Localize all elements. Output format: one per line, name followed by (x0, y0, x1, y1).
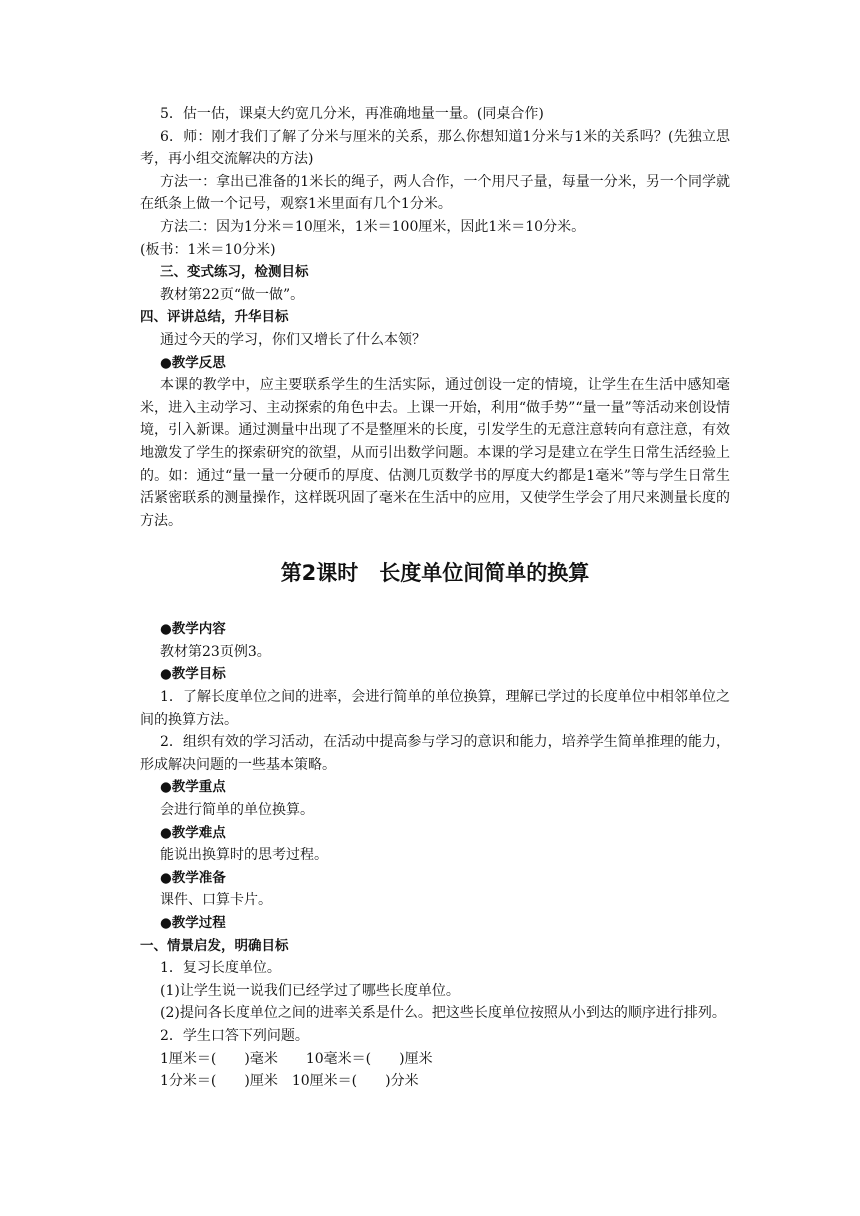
heading-reflection: ●教学反思 (160, 354, 226, 371)
heading-difficulty: ●教学难点 (160, 824, 226, 841)
paragraph-preparation: 课件、口算卡片。 (160, 892, 272, 909)
paragraph-method2: 方法二：因为1分米＝10厘米，1米＝100厘米，因此1米＝10分米。 (160, 218, 586, 235)
paragraph-review-a: (1)让学生说一说我们已经学过了哪些长度单位。 (160, 982, 460, 999)
heading-process: ●教学过程 (160, 915, 226, 931)
paragraph-method1: 方法一：拿出已准备的1米长的绳子，两人合作，一个用尺子量，每量一分米，另一个同学就在纸条上做一个记号，观察1米里面有几个1分米。 (140, 173, 730, 213)
question-line-1: 1厘米＝( )毫米 10毫米＝( )厘米 (160, 1050, 433, 1067)
paragraph-oral-answer: 2．学生口答下列问题。 (160, 1027, 309, 1044)
paragraph-difficulty: 能说出换算时的思考过程。 (160, 847, 328, 864)
paragraph-summary: 通过今天的学习，你们又增长了什么本领？ (160, 331, 426, 348)
heading-summary: 四、评讲总结，升华目标 (140, 309, 289, 326)
paragraph-exercise: 教材第22页“做一做”。 (160, 286, 305, 303)
question-line-2: 1分米＝( )厘米 10厘米＝( )分米 (160, 1073, 419, 1090)
heading-practice: 三、变式练习，检测目标 (160, 264, 309, 281)
paragraph-board-note: (板书：1米＝10分米) (140, 241, 276, 258)
paragraph-step6: 6．师：刚才我们了解了分米与厘米的关系，那么你想知道1分米与1米的关系吗？(先独立思考，再小组交流解决的方法) (140, 128, 730, 168)
paragraph-review-units: 1．复习长度单位。 (160, 960, 281, 977)
paragraph-key-point: 会进行简单的单位换算。 (160, 802, 314, 819)
paragraph-review-b: (2)提问各长度单位之间的进率关系是什么。把这些长度单位按照从小到达的顺序进行排列。 (160, 1005, 726, 1022)
paragraph-content: 教材第23页例3。 (160, 643, 271, 660)
paragraph-step5: 5．估一估，课桌大约宽几分米，再准确地量一量。(同桌合作) (160, 106, 544, 122)
heading-key-point: ●教学重点 (160, 779, 226, 796)
paragraph-reflection: 本课的教学中，应主要联系学生的生活实际，通过创设一定的情境，让学生在生活中感知毫米，进入主动学习、主动探索的角色中去。上课一开始，利用“做手势”“量一量”等活动来创设情境，引入新课。通过测量中出现了不是整厘米的长度，引发学生的无意注意转向有意注意，有效地激发了学生的探索研究的欲望，从而引出数学问题。本课的学习是建立在学生日常生活经验上的。如：通过“量一量一分硬币的厚度、估测几页数学书的厚度大约都是1毫米”等与学生日常生活紧密联系的测量操作，这样既巩固了毫米在生活中的应用，又使学生学会了用尺来测量长度的方法。 (140, 377, 730, 529)
document-page (140, 103, 730, 1093)
heading-goals: ●教学目标 (160, 666, 226, 683)
heading-content: ●教学内容 (160, 621, 226, 638)
lesson-title: 第2课时 长度单位间简单的换算 (280, 561, 590, 586)
paragraph-goal-2: 2．组织有效的学习活动，在活动中提高参与学习的意识和能力，培养学生简单推理的能力，形成解决问题的一些基本策略。 (140, 734, 730, 773)
heading-step-1: 一、情景启发，明确目标 (140, 937, 289, 954)
heading-preparation: ●教学准备 (160, 869, 226, 886)
paragraph-goal-1: 1．了解长度单位之间的进率，会进行简单的单位换算，理解已学过的长度单位中相邻单位之间的换算方法。 (140, 689, 730, 728)
